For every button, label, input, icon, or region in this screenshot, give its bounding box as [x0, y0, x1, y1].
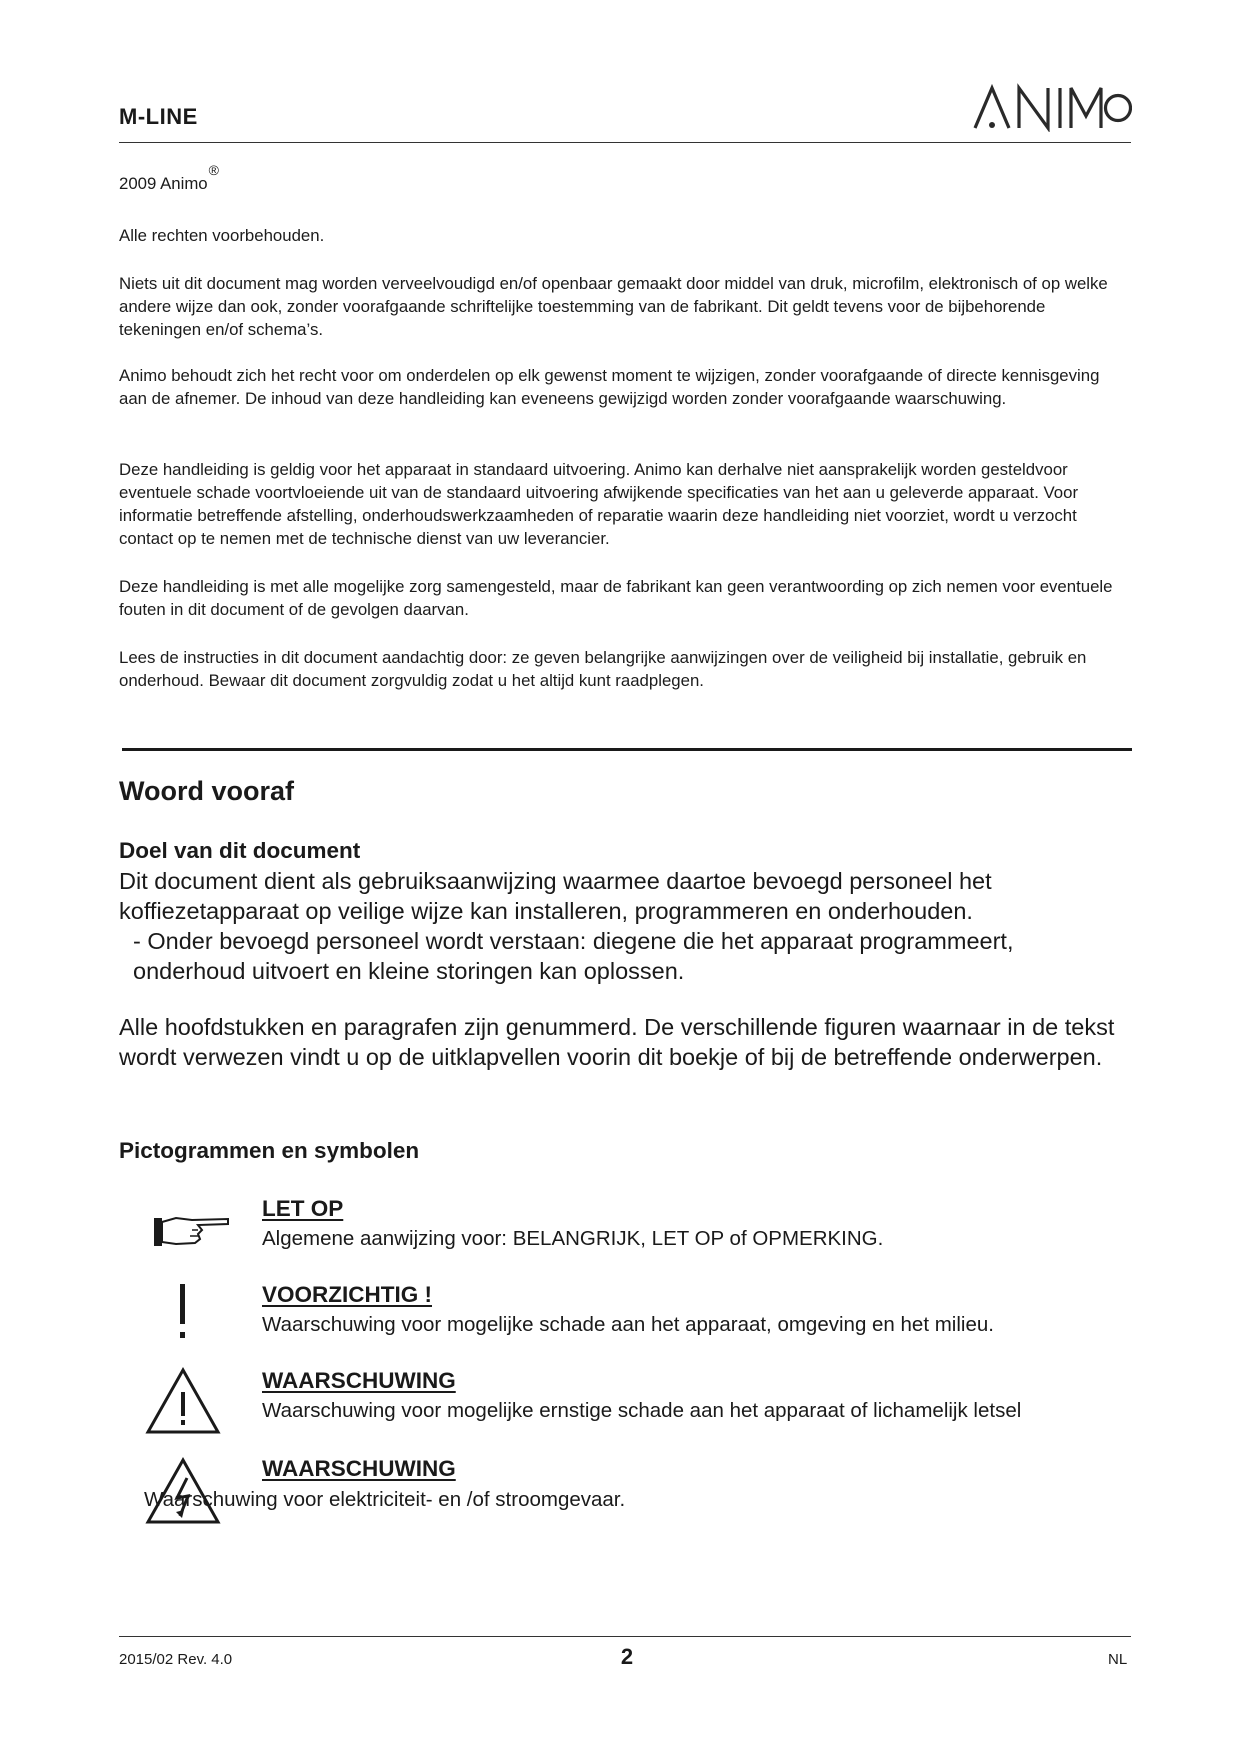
exclamation-icon [140, 1280, 230, 1350]
revision-label: 2015/02 Rev. 4.0 [119, 1651, 233, 1668]
symbol-title-let-op: LET OP [262, 1196, 344, 1221]
copyright-text: 2009 Animo [119, 174, 208, 193]
purpose-text: Dit document dient als gebruiksaanwijzing waarmee daartoe bevoegd personeel het koffiezetapparaat op veilige wijze kan installeren, programmeren en onderhouden. [119, 868, 992, 924]
rights-text: Alle rechten voorbehouden. [119, 226, 325, 245]
pointing-hand-icon [140, 1196, 230, 1266]
registered-mark: ® [208, 162, 219, 178]
symbol-title-voorzichtig: VOORZICHTIG ! [262, 1282, 432, 1307]
copyright-line [119, 162, 1119, 196]
symbol-text-waarschuwing-elektrisch: Waarschuwing voor elektriciteit- en /of stroomgevaar. [144, 1488, 626, 1511]
symbol-text-waarschuwing: Waarschuwing voor mogelijke ernstige schade aan het apparaat of lichamelijk letsel [262, 1399, 1022, 1422]
purpose-bullet: - Onder bevoegd personeel wordt verstaan: diegene die het apparaat programmeert, onderhoud uitvoert en kleine storingen kan oplossen. [133, 928, 1014, 984]
purpose-heading: Doel van dit document [119, 838, 361, 863]
language-code: NL [1108, 1651, 1128, 1668]
legal-paragraph-5: Lees de instructies in dit document aandachtig door: ze geven belangrijke aanwijzingen over de veiligheid bij installatie, gebruik en onderhoud. Bewaar dit document zorgvuldig zodat u het altijd kunt raadplegen. [119, 648, 1087, 690]
section-title: Woord vooraf [119, 776, 294, 806]
document-title: M-LINE [119, 104, 198, 129]
symbol-title-waarschuwing-elektrisch: WAARSCHUWING [262, 1456, 456, 1481]
legal-paragraph-3: Deze handleiding is geldig voor het apparaat in standaard uitvoering. Animo kan derhalve niet aansprakelijk worden gesteldvoor eventuele schade voortvloeiende uit van de standaard uitvoering afwijkende specificaties van het aan u geleverde apparaat. Voor informatie betreffende afstelling, onderhoudswerkzaamheden of reparatie waarin deze handleiding niet voorziet, wordt u verzocht contact op te nemen met de technische dienst van uw leverancier. [119, 460, 1079, 548]
legal-paragraph-4: Deze handleiding is met alle mogelijke zorg samengesteld, maar de fabrikant kan geen verantwoording op zich nemen voor eventuele fouten in dit document of de gevolgen daarvan. [119, 577, 1113, 619]
legal-paragraph-2: Animo behoudt zich het recht voor om onderdelen op elk gewenst moment te wijzigen, zonder voorafgaande of directe kennisgeving aan de afnemer. De inhoud van deze handleiding kan eveneens gewijzigd worden zonder voorafgaande waarschuwing. [119, 366, 1100, 408]
warning-triangle-icon [140, 1366, 230, 1436]
symbol-text-let-op: Algemene aanwijzing voor: BELANGRIJK, LET OP of OPMERKING. [262, 1227, 884, 1250]
header-divider [119, 142, 1131, 143]
animo-logo [972, 82, 1132, 132]
page-number: 2 [620, 1644, 634, 1669]
chapters-text: Alle hoofdstukken en paragrafen zijn genummerd. De verschillende figuren waarnaar in de tekst wordt verwezen vindt u op de uitklapvellen voorin dit boekje of bij de betreffende onderwerpen. [119, 1014, 1115, 1070]
legal-paragraph-1: Niets uit dit document mag worden verveelvoudigd en/of openbaar gemaakt door middel van druk, microfilm, elektronisch of op welke andere wijze dan ook, zonder voorafgaande schriftelijke toestemming van de fabrikant. Dit geldt tevens voor de bijbehorende tekeningen en/of schema’s. [119, 274, 1108, 339]
footer-divider [119, 1636, 1131, 1637]
purpose-body [119, 866, 1129, 986]
section-divider [122, 748, 1132, 751]
symbol-text-voorzichtig: Waarschuwing voor mogelijke schade aan het apparaat, omgeving en het milieu. [262, 1313, 994, 1336]
symbol-title-waarschuwing: WAARSCHUWING [262, 1368, 456, 1393]
symbols-heading: Pictogrammen en symbolen [119, 1138, 420, 1163]
